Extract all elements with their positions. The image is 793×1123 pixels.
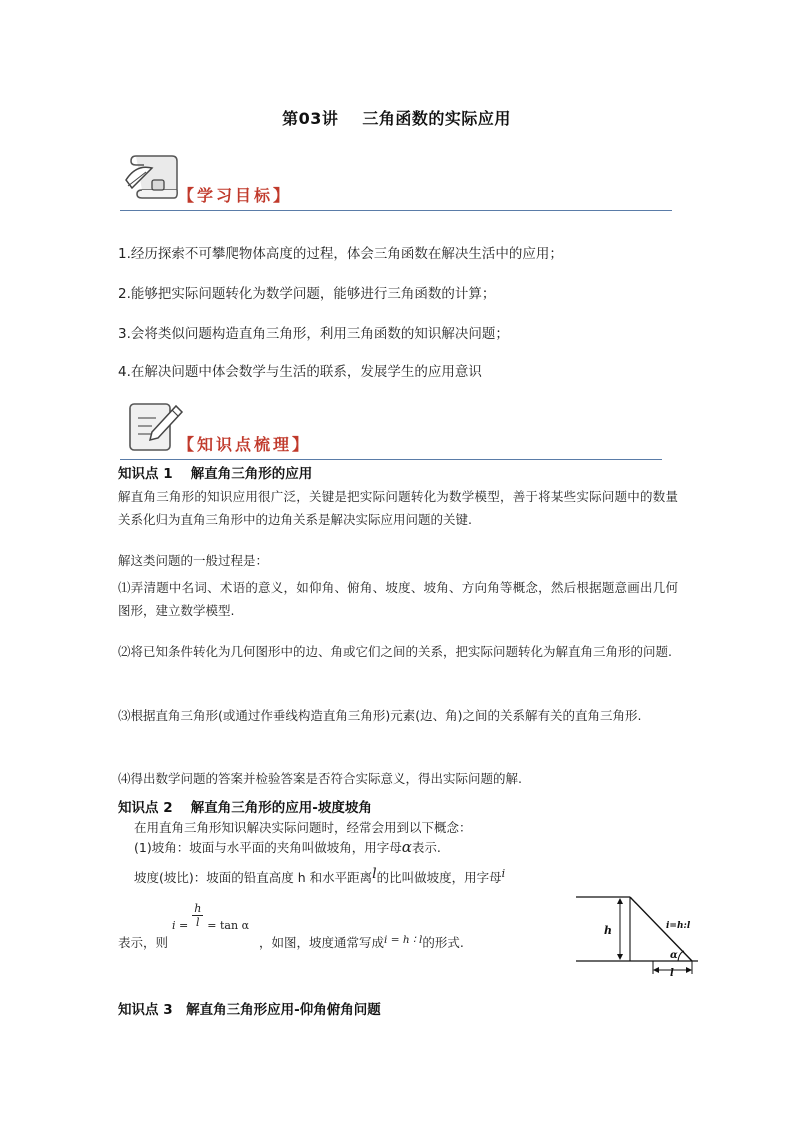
kp2-gradient-text2: 的比叫做坡度，用字母 <box>376 870 502 885</box>
objective-item: 1.经历探索不可攀爬物体高度的过程，体会三角函数在解决生活中的应用； <box>118 246 563 262</box>
i-symbol: i <box>501 867 506 880</box>
figure-h-label: h <box>604 924 612 937</box>
kp2-gradient-text: 坡度(坡比)：坡面的铅直高度 h 和水平距离 <box>134 870 373 885</box>
kp1-step: ⑵将已知条件转化为几何图形中的边、角或它们之间的关系，把实际问题转化为解直角三角形的问题. <box>118 644 672 659</box>
kp2-slope-angle-text: (1)坡角：坡面与水平面的夹角叫做坡角，用字母 <box>134 840 402 855</box>
page-title <box>0 106 793 129</box>
kp2-intro: 在用直角三角形知识解决实际问题时，经常会用到以下概念： <box>134 820 472 835</box>
fraction-numerator: h <box>194 902 202 915</box>
kp1-heading: 知识点 1 解直角三角形的应用 <box>118 466 313 482</box>
kp1-step: ⑶根据直角三角形(或通过作垂线构造直角三角形)元素(边、角)之间的关系解有关的直角三角形. <box>118 708 642 723</box>
figure-alpha-label: α <box>670 950 678 961</box>
slope-diagram <box>574 888 702 978</box>
kp2-gradient <box>134 868 505 886</box>
scroll-quill-icon <box>122 150 184 202</box>
kp2-slope-angle-end: 表示. <box>411 840 441 855</box>
kp2-heading: 知识点 2 解直角三角形的应用-坡度坡角 <box>118 800 372 816</box>
formula-fraction <box>192 902 203 929</box>
l-symbol: l <box>372 866 377 882</box>
formula-rhs: = tan α <box>207 919 249 932</box>
objectives-banner: 【学习目标】 <box>178 186 293 205</box>
ratio-text: i = h ∶ l <box>384 934 423 946</box>
formula-end: 的形式. <box>422 935 464 950</box>
figure-l-label: l <box>670 968 674 978</box>
kp3-heading: 知识点 3 解直角三角形应用-仰角俯角问题 <box>118 1002 381 1018</box>
kp2-slope-angle <box>134 838 441 856</box>
figure-slope-label: i=h:l <box>666 921 691 931</box>
fraction-denominator: l <box>196 916 200 929</box>
lecture-number: 第03讲 <box>282 109 339 128</box>
objective-item: 3.会将类似问题构造直角三角形，利用三角函数的知识解决问题； <box>118 326 509 342</box>
alpha-symbol: α <box>401 838 412 856</box>
objective-item: 4.在解决问题中体会数学与生活的联系，发展学生的应用意识 <box>118 364 482 380</box>
knowledge-banner: 【知识点梳理】 <box>178 435 312 454</box>
notebook-pencil-icon <box>126 398 184 454</box>
knowledge-divider <box>120 459 662 460</box>
kp1-step: ⑷得出数学问题的答案并检验答案是否符合实际意义，得出实际问题的解. <box>118 771 522 786</box>
formula-post: ，如图，坡度通常写成 <box>258 935 384 950</box>
objectives-divider <box>120 210 672 211</box>
kp1-process-label: 解这类问题的一般过程是： <box>118 553 269 568</box>
kp1-intro: 解直角三角形的知识应用很广泛，关键是把实际问题转化为数学模型，善于将某些实际问题中的数量关系化归为直角三角形中的边角关系是解决实际应用问题的关键. <box>118 489 678 527</box>
objective-item: 2.能够把实际问题转化为数学问题，能够进行三角函数的计算； <box>118 286 496 302</box>
kp2-formula-line <box>118 902 464 952</box>
formula-prefix: 表示，则 <box>118 935 169 950</box>
lecture-topic: 三角函数的实际应用 <box>362 109 511 128</box>
kp1-step: ⑴弄清题中名词、术语的意义，如仰角、俯角、坡度、坡角、方向角等概念，然后根据题意画出几何图形，建立数学模型. <box>118 580 678 618</box>
formula-i: i = <box>172 919 189 932</box>
